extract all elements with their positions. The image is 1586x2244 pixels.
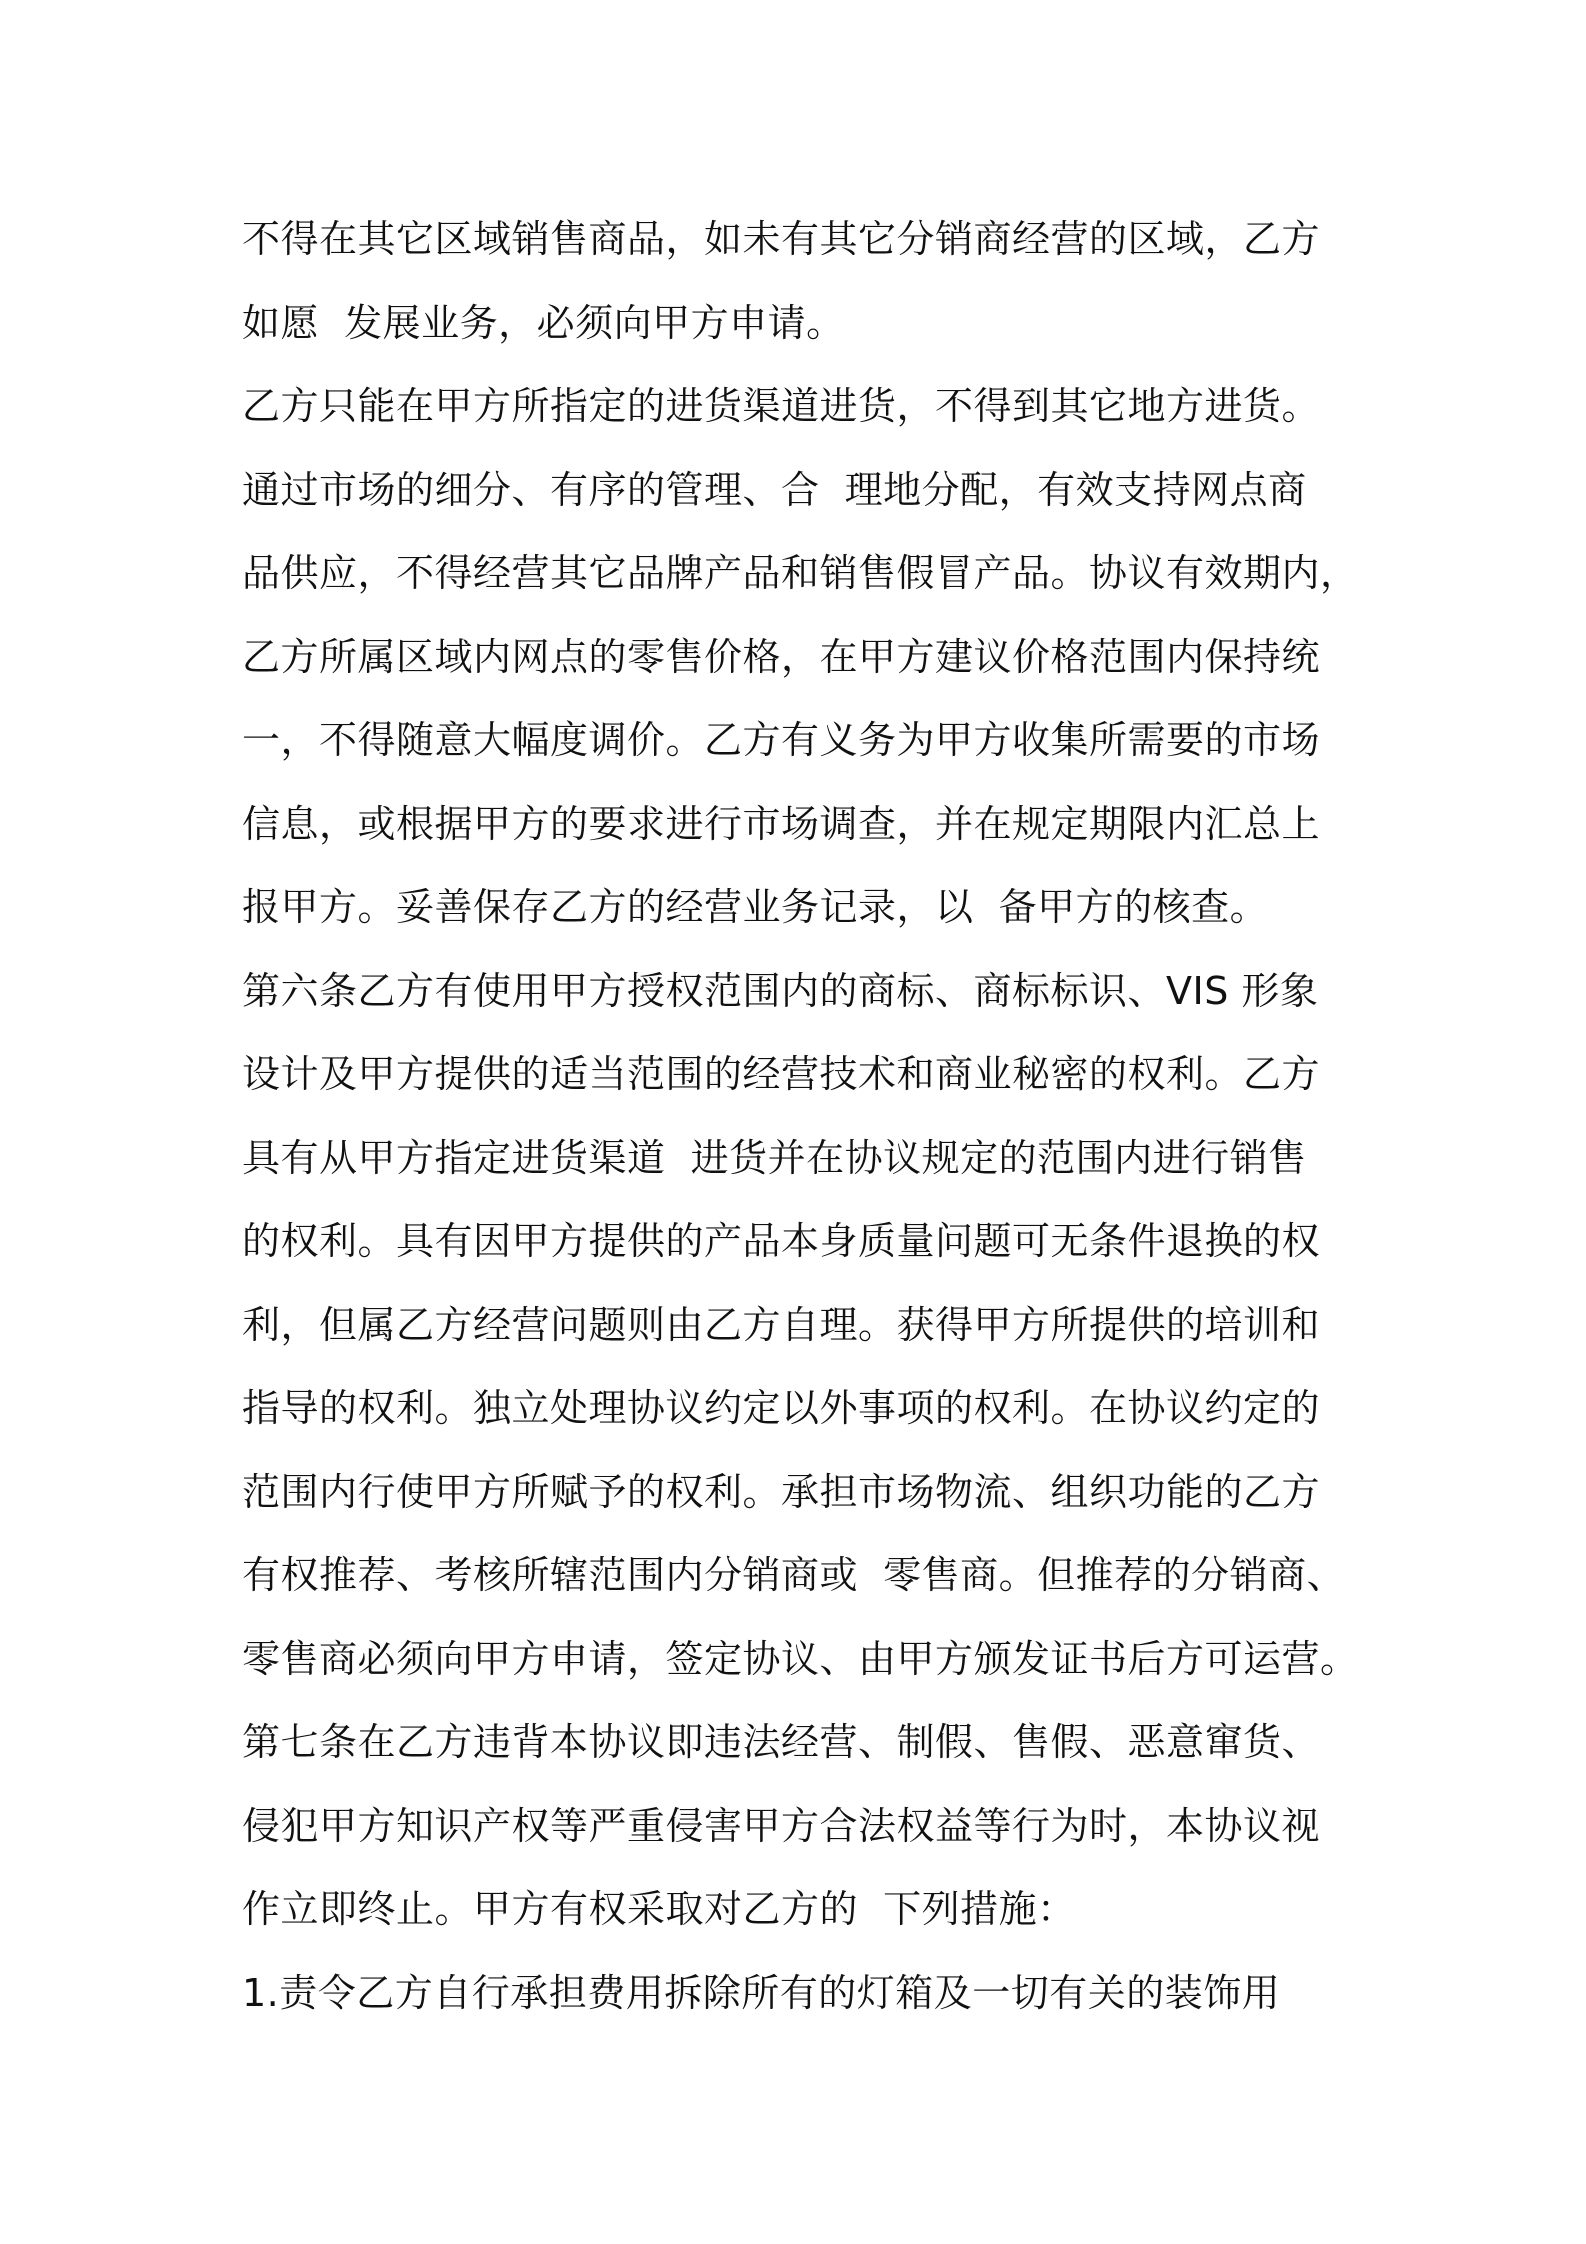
text-line: 不得在其它区域销售商品，如未有其它分销商经营的区域，乙方 <box>242 217 1321 261</box>
text-line: 第六条乙方有使用甲方授权范围内的商标、商标标识、VIS 形象 <box>242 968 1319 1013</box>
text-line: 一，不得随意大幅度调价。乙方有义务为甲方收集所需要的市场 <box>242 718 1321 762</box>
text-line: 报甲方。妥善保存乙方的经营业务记录，以 备甲方的核查。 <box>242 885 1269 929</box>
text-line: 通过市场的细分、有序的管理、合 理地分配，有效支持网点商 <box>242 467 1307 512</box>
text-line: 的权利。具有因甲方提供的产品本身质量问题可无条件退换的权 <box>242 1219 1321 1263</box>
text-line: 品供应，不得经营其它品牌产品和销售假冒产品。协议有效期内， <box>242 551 1359 595</box>
text-line: 乙方只能在甲方所指定的进货渠道进货，不得到其它地方进货。 <box>242 384 1321 428</box>
text-line: 设计及甲方提供的适当范围的经营技术和商业秘密的权利。乙方 <box>242 1052 1321 1096</box>
text-line: 有权推荐、考核所辖范围内分销商或 零售商。但推荐的分销商、 <box>242 1553 1346 1597</box>
text-line: 侵犯甲方知识产权等严重侵害甲方合法权益等行为时，本协议视 <box>242 1803 1321 1848</box>
text-line: 利，但属乙方经营问题则由乙方自理。获得甲方所提供的培训和 <box>242 1302 1321 1347</box>
text-line: 信息，或根据甲方的要求进行市场调查，并在规定期限内汇总上 <box>242 801 1321 846</box>
text-line: 具有从甲方指定进货渠道 进货并在协议规定的范围内进行销售 <box>242 1135 1307 1180</box>
text-line: 零售商必须向甲方申请，签定协议、由甲方颁发证书后方可运营。 <box>242 1636 1359 1681</box>
text-line: 如愿 发展业务，必须向甲方申请。 <box>242 300 845 345</box>
text-line: 范围内行使甲方所赋予的权利。承担市场物流、组织功能的乙方 <box>242 1469 1321 1514</box>
text-line: 指导的权利。独立处理协议约定以外事项的权利。在协议约定的 <box>242 1386 1321 1430</box>
text-line: 1.责令乙方自行承担费用拆除所有的灯箱及一切有关的装饰用 <box>242 1970 1281 2015</box>
text-line: 第七条在乙方违背本协议即违法经营、制假、售假、恶意窜货、 <box>242 1720 1321 1764</box>
text-line: 乙方所属区域内网点的零售价格，在甲方建议价格范围内保持统 <box>242 634 1321 679</box>
document-body <box>242 198 1362 2035</box>
text-line: 作立即终止。甲方有权采取对乙方的 下列措施： <box>242 1887 1076 1931</box>
